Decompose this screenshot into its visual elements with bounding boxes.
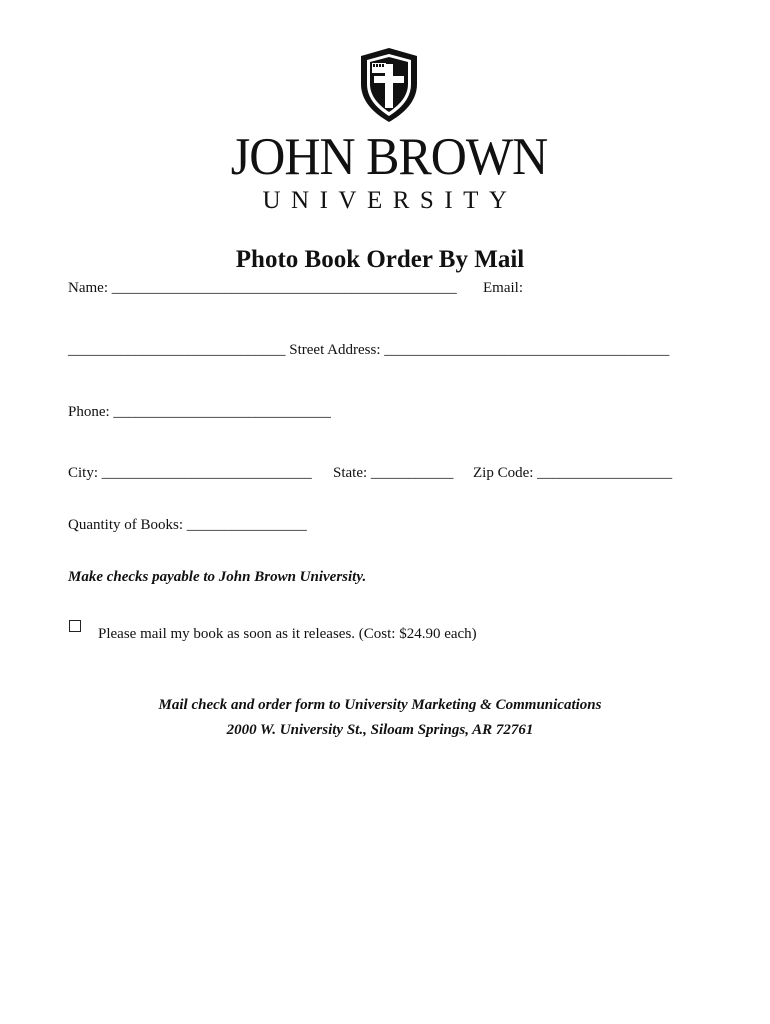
logo-wordmark: JOHN BROWN: [230, 126, 548, 186]
name-field: Name: ______________________________________________: [68, 280, 457, 296]
checkbox-label: Please mail my book as soon as it releases. (Cost: $24.90 each): [98, 626, 477, 642]
state-field: State: ___________: [333, 465, 454, 481]
shield-crest-icon: [357, 46, 421, 124]
mail-book-checkbox[interactable]: [69, 620, 81, 632]
quantity-field: Quantity of Books: ________________: [68, 517, 307, 533]
phone-field: Phone: _____________________________: [68, 404, 331, 420]
mail-instructions-line1: Mail check and order form to University Marketing & Communications: [158, 697, 602, 713]
logo-subline: UNIVERSITY: [262, 187, 518, 214]
university-logo: [214, 44, 564, 220]
city-field: City: ____________________________: [68, 465, 312, 481]
street-address-field: _____________________________ Street Address: ______________________________________: [68, 342, 670, 358]
zip-code-field: Zip Code: __________________: [473, 465, 673, 481]
mail-instructions-line2: 2000 W. University St., Siloam Springs, AR 72761: [226, 722, 534, 738]
email-field: Email:: [483, 280, 523, 296]
page-title: Photo Book Order By Mail: [235, 246, 525, 273]
payable-note: Make checks payable to John Brown University.: [68, 569, 367, 585]
